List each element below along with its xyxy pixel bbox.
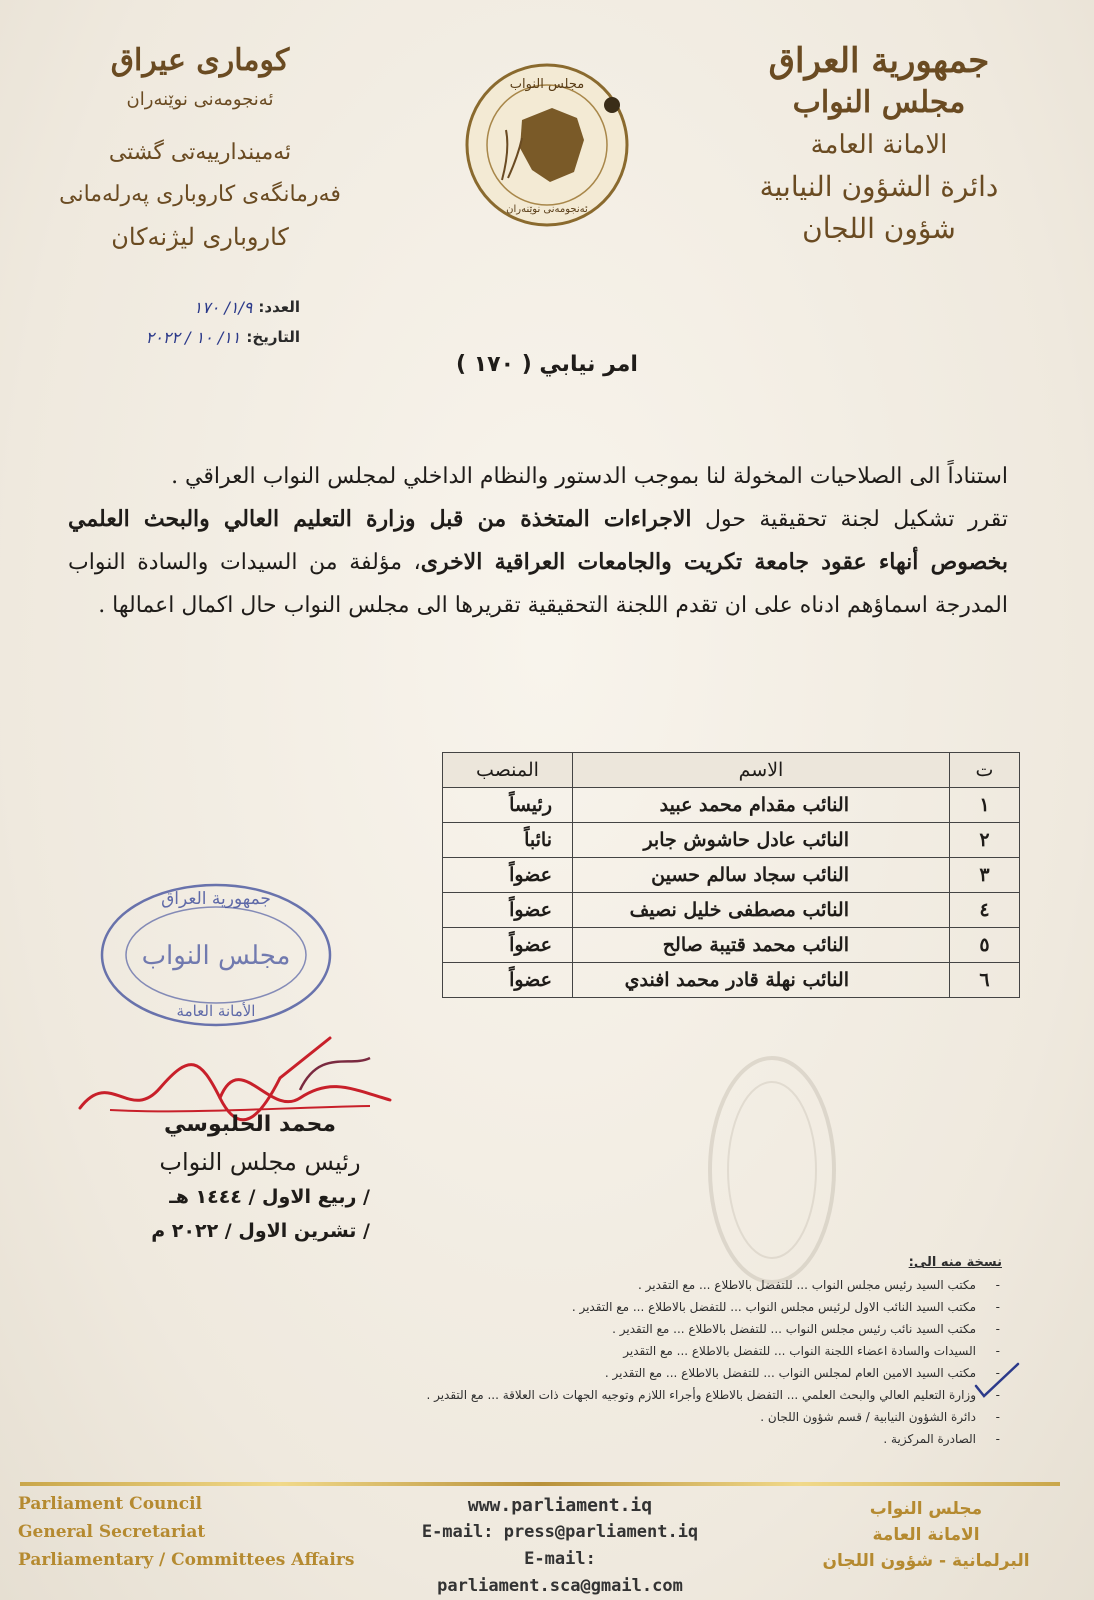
letterhead-line: فەرمانگەی کاروباری پەرلەمانی xyxy=(59,182,341,207)
date-value: ١١/ ١٠ / ٢٠٢٢ xyxy=(145,327,241,347)
footer-line: General Secretariat xyxy=(18,1522,206,1542)
table-header-row xyxy=(443,753,1020,788)
list-item: - دائرة الشؤون النيابية / قسم شؤون اللجان . xyxy=(182,1406,1002,1428)
list-item: - مكتب السيد رئيس مجلس النواب ... للتفضل بالاطلاع ... مع التقدير . xyxy=(182,1274,1002,1296)
letterhead-line: الامانة العامة xyxy=(810,130,948,160)
body-paragraph xyxy=(68,498,1008,627)
list-item: - مكتب السيد الامين العام لمجلس النواب ... للتفضل بالاطلاع ... مع التقدير . xyxy=(182,1362,1002,1384)
row-number: ٤ xyxy=(950,893,1020,928)
row-number: ١ xyxy=(950,788,1020,823)
stamp-center-text: مجلس النواب xyxy=(141,941,291,971)
member-position: رئيساً xyxy=(443,788,573,823)
member-position: عضواً xyxy=(443,858,573,893)
checkmark-icon xyxy=(972,1360,1022,1400)
date-label: التاريخ: xyxy=(246,328,300,346)
footer-line: البرلمانية - شؤون اللجان xyxy=(822,1551,1030,1571)
member-name: النائب مقدام محمد عبيد xyxy=(573,788,950,823)
official-stamp-icon xyxy=(98,880,334,1030)
member-name: النائب نهلة قادر محمد افندي xyxy=(573,963,950,998)
body-text: ، مؤلفة من السيدات والسادة النواب المدرجة اسماؤهم ادناه على ان تقدم اللجنة التحقيقية تقريرها الى مجلس النواب حال اكمال اعمالها . xyxy=(68,550,1008,618)
signatory-title: رئيس مجلس النواب xyxy=(159,1148,361,1176)
list-item: - الصادرة المركزية . xyxy=(182,1428,1002,1450)
email-link[interactable]: E-mail: parliament.sca@gmail.com xyxy=(437,1549,683,1596)
table-row xyxy=(443,788,1020,823)
member-position: عضواً xyxy=(443,928,573,963)
column-header: ت xyxy=(950,753,1020,788)
number-label: العدد: xyxy=(258,298,300,316)
list-item: - وزارة التعليم العالي والبحث العلمي ... التفضل بالاطلاع وأجراء اللازم وتوجيه الجهات ذات العلاقة ... مع التقدير . xyxy=(182,1384,1002,1406)
member-name: النائب محمد قتيبة صالح xyxy=(573,928,950,963)
footer-line: مجلس النواب xyxy=(869,1499,983,1519)
member-name: النائب عادل حاشوش جابر xyxy=(573,823,950,858)
footer-divider xyxy=(20,1482,1060,1486)
list-item: - السيدات والسادة اعضاء اللجنة النواب ... للتفضل بالاطلاع ... مع التقدير xyxy=(182,1340,1002,1362)
letterhead-line: شؤون اللجان xyxy=(802,212,956,245)
reference-block xyxy=(80,292,300,352)
table-row xyxy=(443,928,1020,963)
table-row xyxy=(443,823,1020,858)
arabic-letterhead xyxy=(734,40,1024,250)
stamp-top-text: جمهورية العراق xyxy=(161,889,271,909)
member-position: نائباً xyxy=(443,823,573,858)
body-paragraph: استناداً الى الصلاحيات المخولة لنا بموجب الدستور والنظام الداخلي لمجلس النواب العراقي . xyxy=(171,464,1008,489)
signatory-name: محمد الحلبوسي xyxy=(164,1112,336,1137)
letterhead-line: كوماری عیراق xyxy=(110,43,290,78)
member-name: النائب سجاد سالم حسين xyxy=(573,858,950,893)
list-item: - مكتب السيد نائب رئيس مجلس النواب ... للتفضل بالاطلاع ... مع التقدير . xyxy=(182,1318,1002,1340)
email-link[interactable]: E-mail: press@parliament.iq xyxy=(421,1522,699,1542)
member-position: عضواً xyxy=(443,963,573,998)
footer-line: Parliamentary / Committees Affairs xyxy=(18,1550,355,1570)
stamp-bottom-text: الأمانة العامة xyxy=(176,1002,256,1020)
column-header: الاسم xyxy=(573,753,950,788)
footer-line: الامانة العامة xyxy=(872,1525,980,1545)
footer-contacts xyxy=(400,1492,720,1600)
footer-line: Parliament Council xyxy=(18,1494,203,1514)
column-header: المنصب xyxy=(443,753,573,788)
table-row xyxy=(443,858,1020,893)
letterhead-line: ئەمیندارییەتی گشتی xyxy=(108,140,292,165)
copies-list xyxy=(182,1252,1002,1450)
member-position: عضواً xyxy=(443,893,573,928)
emblem-top-text: مجلس النواب xyxy=(509,77,585,92)
letterhead-line: مجلس النواب xyxy=(792,85,966,120)
table-row xyxy=(443,893,1020,928)
footer-arabic xyxy=(806,1496,1046,1574)
letterhead-line: کاروباری لیژنەکان xyxy=(111,223,289,251)
list-item: - مكتب السيد النائب الاول لرئيس مجلس النواب ... للتفضل بالاطلاع ... مع التقدير . xyxy=(182,1296,1002,1318)
parliament-emblem-icon xyxy=(462,60,632,230)
body-text: تقرر تشكيل لجنة تحقيقية حول xyxy=(691,507,1008,532)
letterhead-line: دائرة الشؤون النيابية xyxy=(759,170,999,203)
page-title: امر نيابي ( ١٧٠ ) xyxy=(456,352,638,377)
row-number: ٣ xyxy=(950,858,1020,893)
emblem-bottom-text: ئەنجومەنی نوێنەران xyxy=(506,204,588,215)
member-name: النائب مصطفى خليل نصيف xyxy=(573,893,950,928)
kurdish-letterhead xyxy=(40,40,360,258)
number-value: ١/٩/ ١٧٠ xyxy=(193,297,253,317)
letterhead-line: ئەنجومەنی نوێنەران xyxy=(126,89,274,110)
copies-heading: نسخة منه الى: xyxy=(908,1255,1002,1270)
letterhead-line: جمهورية العراق xyxy=(768,41,990,81)
table-row xyxy=(443,963,1020,998)
body-bold-text: الاجراءات المتخذة من قبل وزارة التعليم العالي والبحث العلمي بخصوص أنهاء عقود جامعة تكريت والجامعات العراقية الاخرى xyxy=(68,506,1008,575)
row-number: ٥ xyxy=(950,928,1020,963)
row-number: ٦ xyxy=(950,963,1020,998)
committee-table xyxy=(442,752,1020,998)
hijri-date: / ربيع الاول / ١٤٤٤ هـ xyxy=(169,1186,370,1208)
row-number: ٢ xyxy=(950,823,1020,858)
gregorian-date: / تشرين الاول / ٢٠٢٢ م xyxy=(151,1220,370,1242)
website-link[interactable]: www.parliament.iq xyxy=(467,1495,653,1516)
order-body xyxy=(68,455,1008,627)
footer-english xyxy=(18,1490,354,1574)
